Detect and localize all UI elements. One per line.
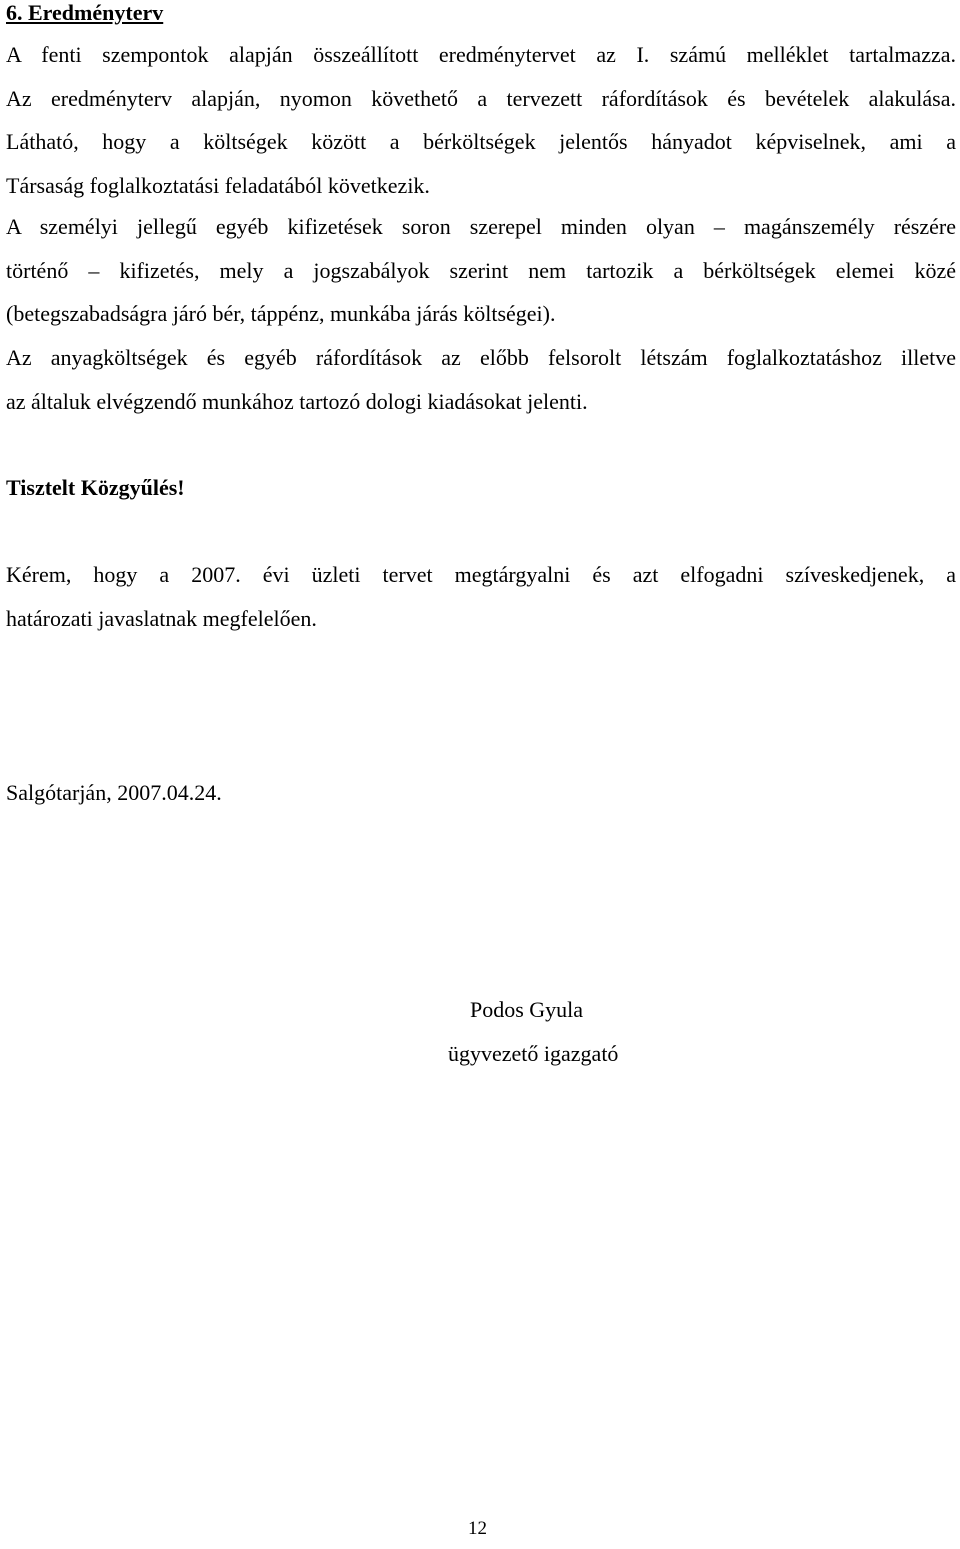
paragraph-personal-payments [6,205,956,336]
salutation: Tisztelt Közgyűlés! [6,475,185,500]
text-line: (betegszabadságra járó bér, táppénz, munkába járás költségei). [6,301,556,327]
date-line: Salgótarján, 2007.04.24. [6,780,222,805]
signatory-name: Podos Gyula [470,997,584,1022]
text-line: történő – kifizetés, mely a jogszabályok szerint nem tartozik a bérköltségek elemei közé [6,257,956,283]
page-number: 12 [468,1518,487,1539]
text-line: Látható, hogy a költségek között a bérköltségek jelentős hányadot képviselnek, ami a [6,129,956,155]
text-line: az általuk elvégzendő munkához tartozó dologi kiadásokat jelenti. [6,388,588,414]
signature-block [448,988,668,1075]
text-line: A fenti szempontok alapján összeállított eredménytervet az I. számú melléklet tartalmazza. [6,42,956,67]
paragraph-request [6,553,956,640]
text-line: Az eredményterv alapján, nyomon követhető a tervezett ráfordítások és bevételek alakulása. [6,85,956,111]
text-line: A személyi jellegű egyéb kifizetések soron szerepel minden olyan – magánszemély részére [6,214,956,239]
text-line: Kérem, hogy a 2007. évi üzleti tervet megtárgyalni és azt elfogadni szíveskedjenek, a [6,562,956,587]
paragraph-results-plan [6,33,956,208]
text-line: Az anyagköltségek és egyéb ráfordítások az előbb felsorolt létszám foglalkoztatáshoz illetve [6,345,956,370]
text-line: Társaság foglalkoztatási feladatából következik. [6,173,430,199]
paragraph-material-costs [6,336,956,423]
text-line: határozati javaslatnak megfelelően. [6,605,317,631]
signatory-title: ügyvezető igazgató [448,1040,619,1066]
section-heading: 6. Eredményterv [6,0,164,25]
